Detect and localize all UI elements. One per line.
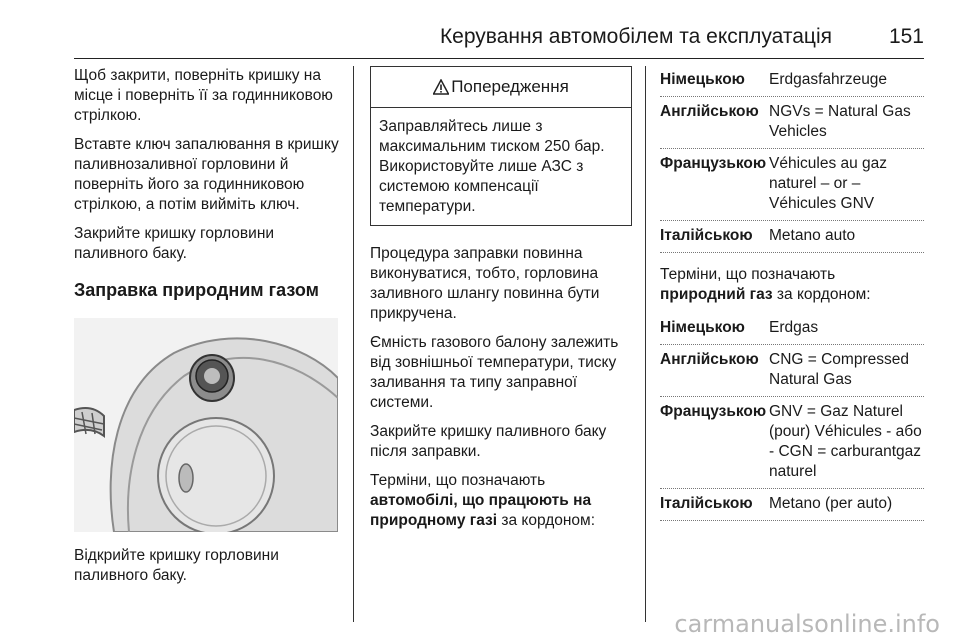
term-intro-suffix: за кордоном:	[497, 512, 596, 529]
paragraph: Закрийте кришку паливного баку після заправки.	[370, 423, 607, 460]
term-language: Французькою	[660, 155, 767, 172]
term-value: Erdgasfahrzeuge	[769, 71, 888, 88]
page-header	[74, 18, 924, 59]
column-right	[660, 66, 924, 533]
warning-header	[371, 67, 631, 108]
column-divider	[353, 66, 354, 622]
term-intro-suffix: за кордоном:	[772, 286, 871, 303]
vehicle-terms-table	[660, 66, 924, 253]
term-value: Véhicules au gaz naturel – or – Véhicules GNV	[769, 155, 888, 212]
term-language: Італійською	[660, 227, 753, 244]
term-intro-bold: автомобілі, що працюють на природному газі	[370, 492, 592, 529]
term-intro-text: Терміни, що позначають	[660, 266, 836, 283]
column-left	[74, 66, 342, 595]
table-row	[660, 314, 924, 345]
page-number: 151	[888, 25, 924, 48]
table-row	[660, 345, 924, 397]
term-value: GNV = Gaz Naturel (pour) Véhicules - або - CGN = carburantgaz naturel	[769, 403, 922, 480]
term-value: Erdgas	[769, 319, 819, 336]
section-title: Керування автомобілем та експлуатація	[439, 25, 832, 48]
term-value: CNG = Compressed Natural Gas	[769, 351, 909, 388]
paragraph: Вставте ключ запалювання в кришку паливнозаливної горловини й поверніть його за годинниковою стрілкою, а потім вийміть ключ.	[74, 136, 339, 213]
warning-title: Попередження	[451, 77, 569, 96]
table-row	[660, 397, 924, 489]
paragraph: Ємність газового балону залежить від зовнішньої температури, тиску заливання та типу заправної системи.	[370, 334, 619, 411]
gas-terms-table	[660, 314, 924, 521]
term-intro-bold: природний газ	[660, 286, 773, 303]
fuel-filler-illustration	[74, 318, 338, 532]
warning-box	[370, 66, 632, 226]
paragraph: Закрийте кришку горловини паливного баку.	[74, 225, 275, 262]
paragraph	[370, 471, 632, 531]
term-language: Німецькою	[660, 319, 745, 336]
warning-triangle-icon	[433, 79, 449, 95]
table-row	[660, 149, 924, 221]
column-divider	[645, 66, 646, 622]
term-language: Німецькою	[660, 71, 745, 88]
table-row	[660, 97, 924, 149]
section-heading: Заправка природним газом	[74, 280, 319, 300]
table-row	[660, 489, 924, 521]
term-language: Англійською	[660, 103, 759, 120]
column-middle	[370, 66, 632, 540]
term-language: Англійською	[660, 351, 759, 368]
term-language: Італійською	[660, 495, 753, 512]
paragraph: Відкрийте кришку горловини паливного баку.	[74, 547, 279, 584]
warning-text: Заправляйтесь лише з максимальним тиском 250 бар. Використовуйте лише АЗС з системою компенсації температури.	[379, 118, 605, 215]
paragraph: Щоб закрити, поверніть кришку на місце і поверніть її за годинниковою стрілкою.	[74, 67, 333, 124]
table-row	[660, 66, 924, 97]
term-value: Metano auto	[769, 227, 856, 244]
term-value: NGVs = Natural Gas Vehicles	[769, 103, 911, 140]
table-row	[660, 221, 924, 253]
term-intro-text: Терміни, що позначають	[370, 472, 546, 489]
paragraph: Процедура заправки повинна виконуватися, тобто, горловина заливного шлангу повинна бути прикручена.	[370, 245, 600, 322]
paragraph	[660, 265, 924, 305]
watermark: carmanualsonline.info	[674, 610, 940, 638]
term-language: Французькою	[660, 403, 767, 420]
term-value: Metano (per auto)	[769, 495, 893, 512]
